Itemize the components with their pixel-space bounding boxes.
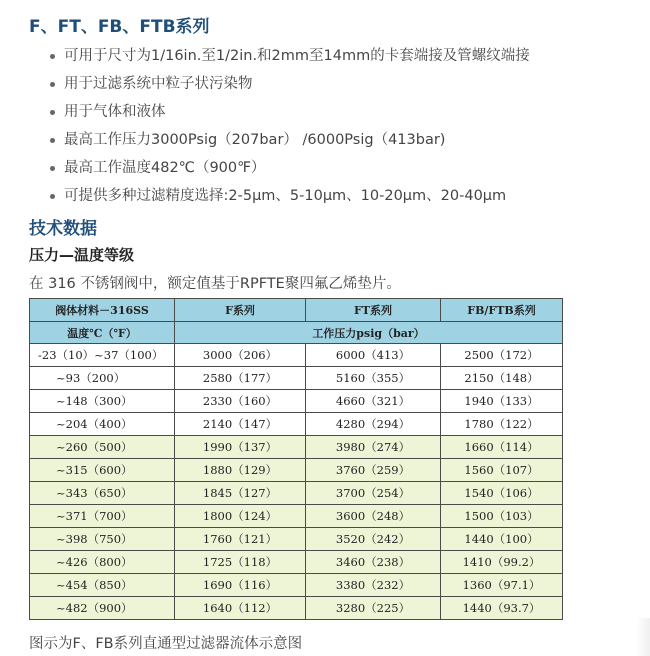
f-series-cell: 2580（177）: [175, 367, 306, 390]
feature-text: 最高工作压力3000Psig（207bar） /6000Psig（413bar): [64, 132, 446, 148]
series-title: F、FT、FB、FTB系列: [29, 17, 210, 37]
fb-series-cell: 1560（107）: [441, 459, 563, 482]
f-series-cell: 1800（124）: [175, 505, 306, 528]
ft-series-cell: 6000（413）: [306, 344, 441, 367]
fb-series-cell: 1780（122）: [441, 413, 563, 436]
table-row: [30, 344, 563, 367]
temperature-cell: ~148（300）: [30, 390, 175, 413]
ft-series-cell: 3280（225）: [306, 597, 441, 620]
temperature-cell: ~398（750）: [30, 528, 175, 551]
f-series-cell: 1640（112）: [175, 597, 306, 620]
f-series-cell: 1725（118）: [175, 551, 306, 574]
bullet-icon: [50, 82, 55, 87]
fb-series-cell: 1440（100）: [441, 528, 563, 551]
f-series-cell: 1690（116）: [175, 574, 306, 597]
f-series-cell: 1880（129）: [175, 459, 306, 482]
table-row: [30, 482, 563, 505]
feature-item: [29, 128, 530, 156]
ft-series-cell: 3980（274）: [306, 436, 441, 459]
bullet-icon: [50, 138, 55, 143]
bullet-icon: [50, 54, 55, 59]
temperature-cell: ~482（900）: [30, 597, 175, 620]
fb-series-cell: 1660（114）: [441, 436, 563, 459]
fb-series-cell: 1940（133）: [441, 390, 563, 413]
bullet-icon: [50, 166, 55, 171]
temperature-cell: ~204（400）: [30, 413, 175, 436]
temperature-cell: ~454（850）: [30, 574, 175, 597]
temperature-cell: -23（10）~37（100）: [30, 344, 175, 367]
temperature-cell: ~260（500）: [30, 436, 175, 459]
ft-series-cell: 4280（294）: [306, 413, 441, 436]
fb-series-cell: 1440（93.7）: [441, 597, 563, 620]
table-row: [30, 436, 563, 459]
f-series-cell: 2140（147）: [175, 413, 306, 436]
ft-series-cell: 3600（248）: [306, 505, 441, 528]
edge-shadow: [636, 618, 650, 656]
fb-series-cell: 1360（97.1）: [441, 574, 563, 597]
temperature-cell: ~371（700）: [30, 505, 175, 528]
feature-item: [29, 184, 530, 212]
feature-list: [29, 44, 530, 212]
feature-text: 可用于尺寸为1/16in.至1/2in.和2mm至14mm的卡套端接及管螺纹端接: [64, 48, 530, 64]
fb-series-cell: 2150（148）: [441, 367, 563, 390]
temperature-cell: ~93（200）: [30, 367, 175, 390]
f-series-cell: 1845（127）: [175, 482, 306, 505]
header-fb-series: FB/FTB系列: [441, 299, 563, 322]
fb-series-cell: 1500（103）: [441, 505, 563, 528]
table-body: [30, 344, 563, 620]
ft-series-cell: 3700（254）: [306, 482, 441, 505]
ft-series-cell: 5160（355）: [306, 367, 441, 390]
header-temperature: 温度℃（℉）: [30, 322, 175, 344]
fb-series-cell: 1410（99.2）: [441, 551, 563, 574]
feature-text: 用于过滤系统中粒子状污染物: [64, 76, 253, 92]
table-row: [30, 367, 563, 390]
pressure-temperature-table: [29, 298, 563, 620]
fb-series-cell: 2500（172）: [441, 344, 563, 367]
table-row: [30, 574, 563, 597]
fb-series-cell: 1540（106）: [441, 482, 563, 505]
table-row: [30, 505, 563, 528]
bullet-icon: [50, 110, 55, 115]
feature-item: [29, 72, 530, 100]
feature-text: 最高工作温度482℃（900℉）: [64, 160, 266, 176]
temperature-cell: ~343（650）: [30, 482, 175, 505]
header-ft-series: FT系列: [306, 299, 441, 322]
ft-series-cell: 3380（232）: [306, 574, 441, 597]
feature-item: [29, 156, 530, 184]
ft-series-cell: 3760（259）: [306, 459, 441, 482]
table-row: [30, 459, 563, 482]
tech-data-heading: 技术数据: [29, 219, 97, 239]
figure-caption: 图示为F、FB系列直通型过滤器流体示意图: [29, 636, 303, 652]
bullet-icon: [50, 194, 55, 199]
table-row: [30, 597, 563, 620]
feature-item: [29, 44, 530, 72]
table-row: [30, 528, 563, 551]
temperature-cell: ~426（800）: [30, 551, 175, 574]
feature-text: 可提供多种过滤精度选择:2-5μm、5-10μm、10-20μm、20-40μm: [64, 188, 507, 204]
ft-series-cell: 4660（321）: [306, 390, 441, 413]
ft-series-cell: 3520（242）: [306, 528, 441, 551]
table-row: [30, 551, 563, 574]
table-row: [30, 390, 563, 413]
feature-text: 用于气体和液体: [64, 104, 166, 120]
header-f-series: F系列: [175, 299, 306, 322]
f-series-cell: 1760（121）: [175, 528, 306, 551]
ft-series-cell: 3460（238）: [306, 551, 441, 574]
feature-item: [29, 100, 530, 128]
temperature-cell: ~315（600）: [30, 459, 175, 482]
rating-subheading: 压力—温度等级: [29, 246, 135, 264]
f-series-cell: 1990（137）: [175, 436, 306, 459]
table-row: [30, 413, 563, 436]
intro-text: 在 316 不锈钢阀中，额定值基于RPFTE聚四氟乙烯垫片。: [29, 276, 401, 292]
f-series-cell: 2330（160）: [175, 390, 306, 413]
header-material: 阀体材料－316SS: [30, 299, 175, 322]
f-series-cell: 3000（206）: [175, 344, 306, 367]
header-working-pressure: 工作压力psig（bar）: [175, 322, 563, 344]
